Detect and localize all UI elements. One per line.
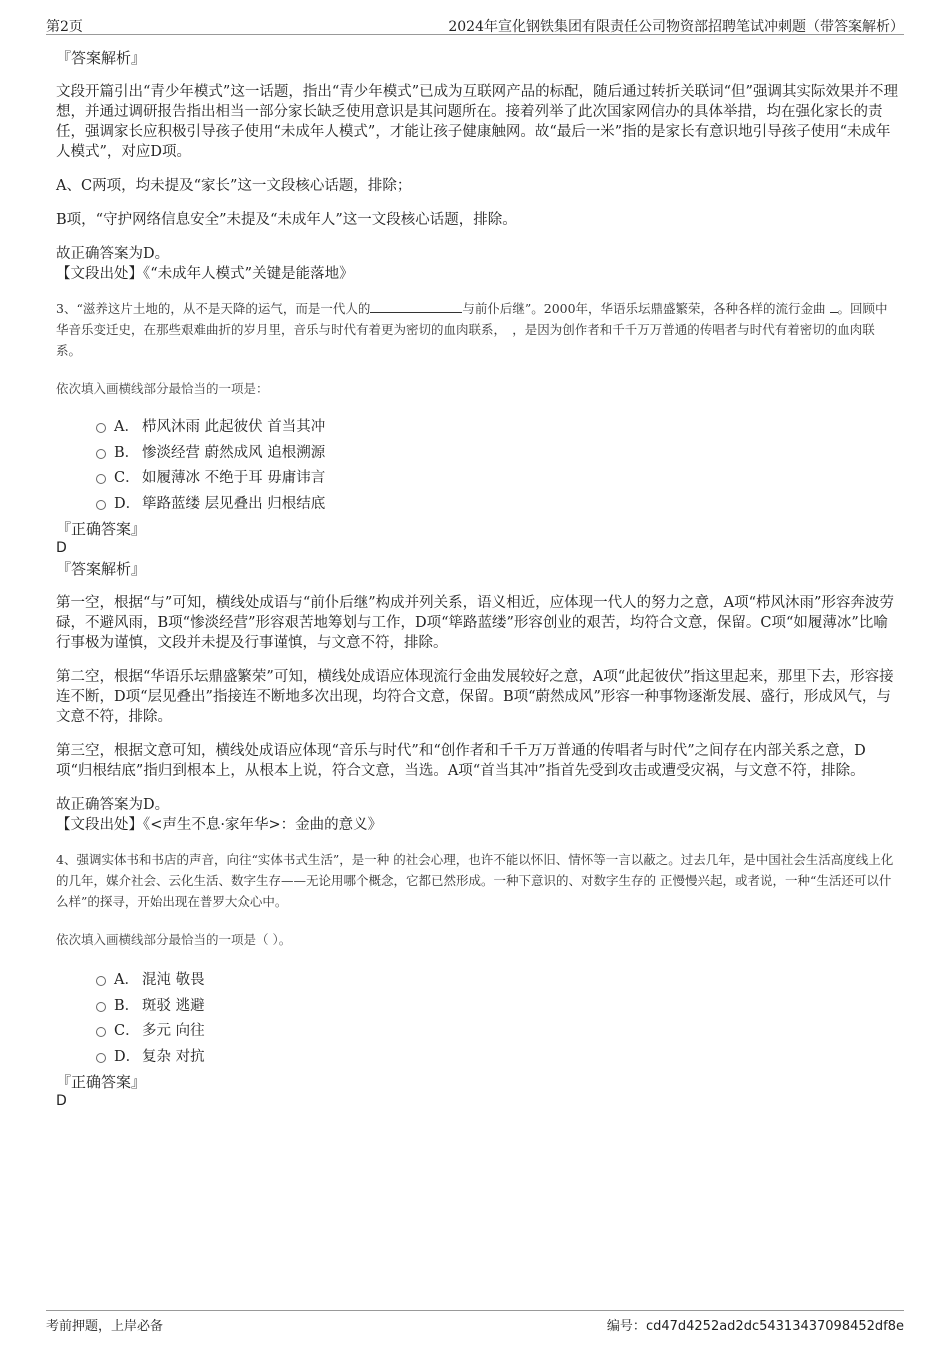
- question-stem: 4、强调实体书和书店的声音，向往“实体书式生活”，是一种 的社会心理，也许不能以怀旧、情怀等一言以蔽之。过去几年，是中国社会生活高度线上化的几年，媒介社会、云化生活、数字生存——无论用哪个概念，它都已然形成。一种下意识的、对数字生存的 正慢慢兴起，或者说，一种“生活还可以什么样”的探寻，开始出现在普罗大众心中。: [56, 852, 894, 909]
- analysis-heading: 『答案解析』: [56, 49, 147, 67]
- analysis-paragraph: 第三空，根据文意可知，横线处成语应体现“音乐与时代”和“创作者和千千万万普通的传唱者与时代”之间存在内部关系之意，D项“归根结底”指归到根本上，从根本上说，符合文意，当选。A项“首当其冲”指首先受到攻击或遭受灾祸，与文意不符，排除。: [56, 743, 866, 779]
- analysis-paragraph: B项，“守护网络信息安全”未提及“未成年人”这一文段核心话题，排除。: [56, 212, 517, 228]
- analysis-paragraph: A、C两项，均未提及“家长”这一文段核心话题，排除；: [56, 178, 412, 194]
- option-c[interactable]: C． 多元 向往: [56, 1019, 898, 1045]
- option-c[interactable]: C． 如履薄冰 不绝于耳 毋庸讳言: [56, 466, 898, 492]
- document-title: 2024年宣化钢铁集团有限责任公司物资部招聘笔试冲刺题（带答案解析）: [448, 19, 904, 35]
- radio-icon[interactable]: [96, 1002, 106, 1012]
- radio-icon[interactable]: [96, 500, 106, 510]
- analysis-paragraph: 文段开篇引出“青少年模式”这一话题，指出“青少年模式”已成为互联网产品的标配，随后通过转折关联词“但”强调其实际效果并不理想，并通过调研报告指出相当一部分家长缺乏使用意识是其问题所在。接着列举了此次国家网信办的具体举措，均在强化家长的责任，强调家长应积极引导孩子使用“未成年人模式”，才能让孩子健康触网。故“最后一米”指的是家长有意识地引导孩子使用“未成年人模式”，对应D项。: [56, 84, 898, 160]
- option-a[interactable]: A． 混沌 敬畏: [56, 968, 898, 994]
- correct-answer-heading: 『正确答案』: [56, 1073, 147, 1091]
- question-prompt: 依次填入画横线部分最恰当的一项是（ ）。: [56, 932, 292, 947]
- analysis-conclusion: 故正确答案为D。: [56, 246, 170, 262]
- analysis-paragraph: 第二空，根据“华语乐坛鼎盛繁荣”可知，横线处成语应体现流行金曲发展较好之意，A项“此起彼伏”指这里起来，那里下去，形容接连不断，D项“层见叠出”指接连不断地多次出现，均符合文意，保留。B项“蔚然成风”形容一种事物逐渐发展、盛行，形成风气，与文意不符，排除。: [56, 669, 894, 725]
- correct-answer-heading: 『正确答案』: [56, 520, 147, 538]
- document-code: 编号：cd47d4252ad2dc54313437098452df8e: [606, 1319, 904, 1334]
- radio-icon[interactable]: [96, 449, 106, 459]
- page-number: 第2页: [46, 19, 83, 35]
- text-source: 【文段出处】《<声生不息·家年华>：金曲的意义》: [56, 817, 383, 833]
- option-b[interactable]: B． 斑驳 逃避: [56, 994, 898, 1020]
- footer-slogan: 考前押题，上岸必备: [46, 1319, 164, 1334]
- option-d[interactable]: D． 筚路蓝缕 层见叠出 归根结底: [56, 492, 898, 518]
- option-b[interactable]: B． 惨淡经营 蔚然成风 追根溯源: [56, 441, 898, 467]
- option-list: [56, 968, 898, 1070]
- question-stem-part: 3、“滋养这片土地的，从不是天降的运气，而是一代人的: [56, 301, 371, 316]
- radio-icon[interactable]: [96, 976, 106, 986]
- question-prompt: 依次填入画横线部分最恰当的一项是：: [56, 381, 269, 396]
- radio-icon[interactable]: [96, 423, 106, 433]
- analysis-conclusion: 故正确答案为D。: [56, 797, 170, 813]
- page-content: [56, 48, 898, 1110]
- radio-icon[interactable]: [96, 474, 106, 484]
- analysis-heading: 『答案解析』: [56, 560, 147, 578]
- analysis-paragraph: 第一空，根据“与”可知，横线处成语与“前仆后继”构成并列关系，语义相近，应体现一代人的努力之意，A项“栉风沐雨”形容奔波劳碌，不避风雨，B项“惨淡经营”形容艰苦地筹划与工作，D项“筚路蓝缕”形容创业的艰苦，均符合文意，保留。C项“如履薄冰”比喻行事极为谨慎，文段并未提及行事谨慎，与文意不符，排除。: [56, 595, 894, 651]
- question-stem-part: 。回顾中华音乐变迁史，在那些艰难曲折的岁月里，音乐与时代有着更为密切的血肉联系， ，是因为创作者和千千万万普通的传唱者与时代有着密切的血肉联系。: [56, 301, 888, 358]
- option-d[interactable]: D． 复杂 对抗: [56, 1045, 898, 1071]
- fill-blank: [830, 300, 838, 313]
- page-footer: [46, 1310, 904, 1334]
- option-list: [56, 415, 898, 517]
- radio-icon[interactable]: [96, 1027, 106, 1037]
- option-a[interactable]: A． 栉风沐雨 此起彼伏 首当其冲: [56, 415, 898, 441]
- fill-blank: [370, 300, 462, 313]
- radio-icon[interactable]: [96, 1053, 106, 1063]
- page-header: [46, 14, 904, 35]
- correct-answer: D: [56, 1093, 67, 1109]
- question-stem-part: 与前仆后继”。2000年，华语乐坛鼎盛繁荣，各种各样的流行金曲: [462, 301, 826, 316]
- correct-answer: D: [56, 540, 67, 556]
- text-source: 【文段出处】《“未成年人模式”关键是能落地》: [56, 266, 354, 282]
- question-stem: [56, 298, 898, 361]
